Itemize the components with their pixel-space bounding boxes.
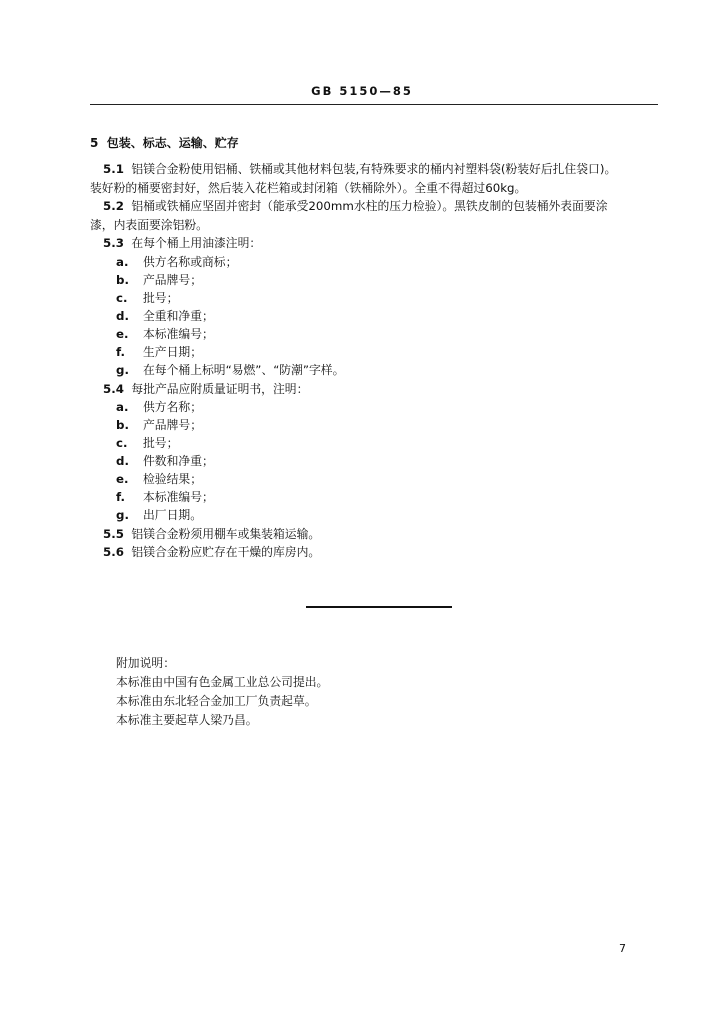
section-number: 5: [90, 136, 99, 150]
list-item: [116, 343, 202, 360]
list-item: [116, 416, 202, 433]
list-marker: e.: [116, 327, 129, 341]
list-marker: b.: [116, 418, 129, 432]
list-text: 批号；: [143, 291, 179, 305]
clause-text: 铝镁合金粉使用铝桶、铁桶或其他材料包装,有特殊要求的桶内衬塑料袋(粉装好后扎住袋口)。: [131, 162, 617, 176]
clause-text: 每批产品应附质量证明书，注明：: [131, 382, 309, 396]
list-item: [116, 434, 178, 451]
end-separator-line: [306, 606, 452, 608]
list-item: [116, 307, 214, 324]
notes-line: 本标准由中国有色金属工业总公司提出。: [116, 675, 329, 689]
list-item: [116, 253, 237, 270]
list-item: [116, 488, 214, 505]
list-marker: a.: [116, 255, 129, 269]
list-marker: g.: [116, 363, 129, 377]
list-item: [116, 271, 202, 288]
clause-5-2-line-1: [103, 197, 608, 214]
list-item: [116, 289, 178, 306]
list-text: 全重和净重；: [143, 309, 214, 323]
clause-5-1-line-1: [103, 160, 616, 177]
clause-5-3: [103, 234, 261, 251]
list-text: 出厂日期。: [143, 508, 202, 522]
list-marker: b.: [116, 273, 129, 287]
section-title: 包装、标志、运输、贮存: [106, 136, 239, 150]
list-item: [116, 506, 202, 523]
list-text: 件数和净重；: [143, 454, 214, 468]
list-item: [116, 398, 202, 415]
list-text: 供方名称；: [143, 400, 202, 414]
clause-text: 铝桶或铁桶应坚固并密封（能承受200mm水柱的压力检验）。黑铁皮制的包装桶外表面要涂: [131, 199, 608, 213]
clause-text: 铝镁合金粉须用棚车或集装箱运输。: [131, 527, 321, 541]
list-marker: a.: [116, 400, 129, 414]
list-marker: d.: [116, 309, 129, 323]
list-item: [116, 325, 214, 342]
clause-5-2-line-2: 漆，内表面要涂铝粉。: [90, 218, 208, 232]
clause-5-4: [103, 380, 308, 397]
list-marker: e.: [116, 472, 129, 486]
clause-number: 5.4: [103, 382, 124, 396]
list-text: 检验结果；: [143, 472, 202, 486]
notes-line: 本标准由东北轻合金加工厂负责起草。: [116, 694, 317, 708]
clause-5-5: [103, 525, 320, 542]
clause-text: 铝镁合金粉应贮存在干燥的库房内。: [131, 545, 321, 559]
list-text: 供方名称或商标；: [143, 255, 238, 269]
clause-number: 5.3: [103, 236, 124, 250]
clause-text: 在每个桶上用油漆注明：: [131, 236, 262, 250]
list-item: [116, 452, 214, 469]
list-text: 批号；: [143, 436, 179, 450]
list-text: 本标准编号；: [143, 327, 214, 341]
notes-line: 本标准主要起草人梁乃昌。: [116, 713, 258, 727]
list-text: 产品牌号；: [143, 418, 202, 432]
list-text: 产品牌号；: [143, 273, 202, 287]
clause-number: 5.2: [103, 199, 124, 213]
list-marker: c.: [116, 436, 128, 450]
list-marker: g.: [116, 508, 129, 522]
clause-number: 5.6: [103, 545, 124, 559]
clause-number: 5.5: [103, 527, 124, 541]
clause-5-1-line-2: 装好粉的桶要密封好，然后装入花栏箱或封闭箱（铁桶除外）。全重不得超过60kg。: [90, 181, 527, 195]
list-text: 生产日期；: [143, 345, 202, 359]
section-heading: [90, 134, 239, 151]
list-text: 在每个桶上标明“易燃”、“防潮”字样。: [143, 363, 345, 377]
list-marker: f.: [116, 345, 125, 359]
clause-number: 5.1: [103, 162, 124, 176]
standard-code-header: GB 5150—85: [311, 84, 413, 98]
header-rule: [90, 104, 658, 105]
page-number: 7: [619, 942, 626, 955]
list-text: 本标准编号；: [143, 490, 214, 504]
clause-5-6: [103, 543, 320, 560]
notes-title: 附加说明：: [116, 656, 175, 670]
list-marker: c.: [116, 291, 128, 305]
list-marker: d.: [116, 454, 129, 468]
list-marker: f.: [116, 490, 125, 504]
list-item: [116, 470, 202, 487]
list-item: [116, 361, 344, 378]
